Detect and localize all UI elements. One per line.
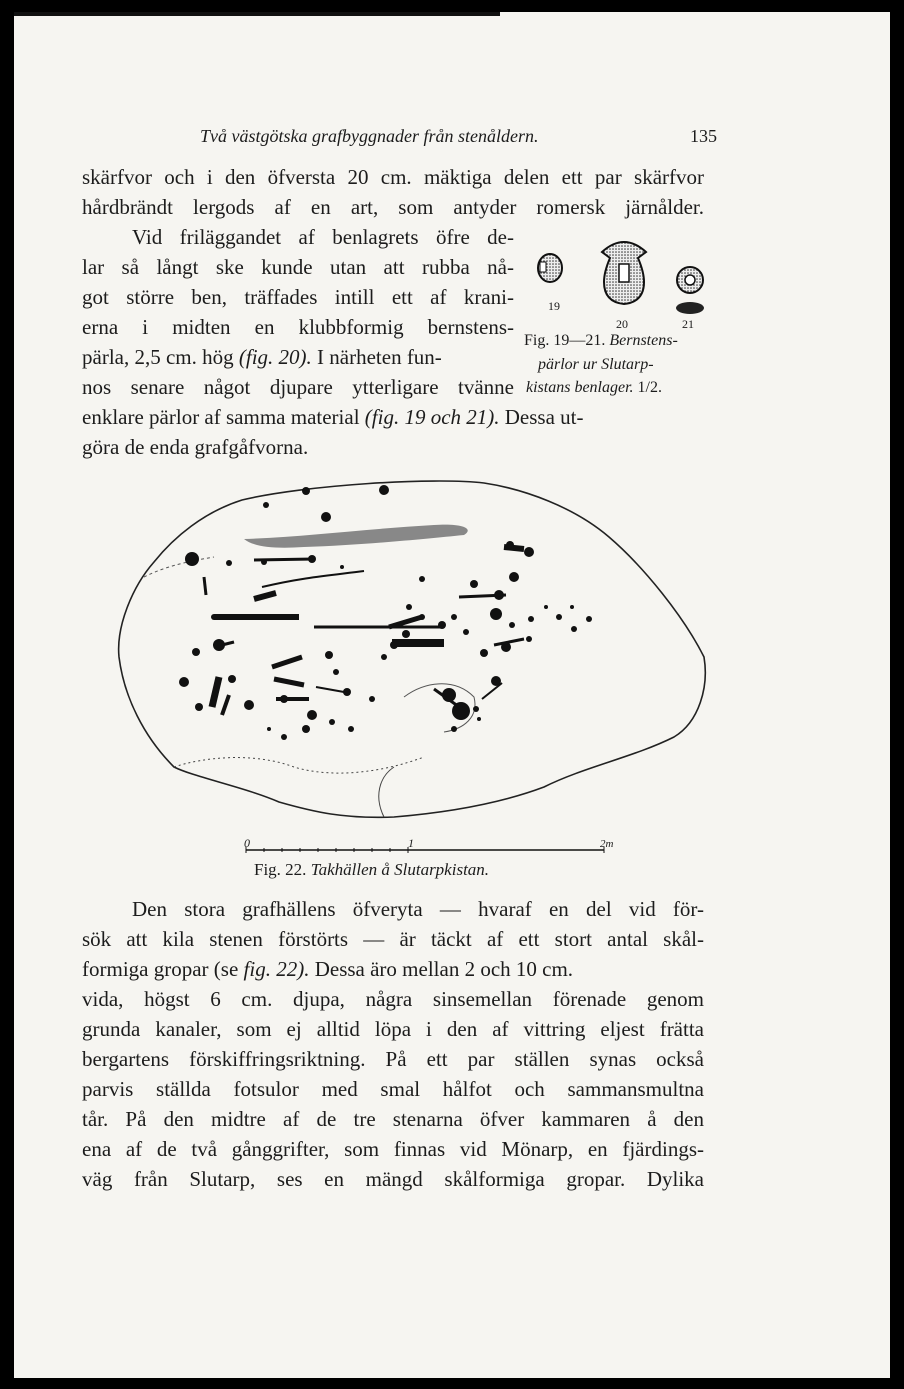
text-segment: formiga gropar (se [82,957,239,981]
text-segment: I närheten fun- [317,345,442,369]
caption-line: kistans benlager. [526,379,634,396]
page-number: 135 [690,126,717,146]
figure-reference: fig. 22). [243,957,310,981]
text-line: grunda kanaler, som ej alltid löpa i den af vittring eljest frätta [82,1017,704,1041]
bead-21-drawing [676,267,704,314]
scale-label: 2m [600,838,614,850]
text-line: nos senare något djupare ytterligare tvänne [82,375,514,399]
text-line: erna i midten en klubbformig bernstens- [82,315,514,339]
text-segment: Dessa ut- [504,405,584,429]
text-segment: pärla, 2,5 cm. hög [82,345,234,369]
figure-reference: (fig. 19 och 21). [364,405,500,429]
text-line-with-ref [82,402,584,432]
bead-20-drawing [602,242,646,304]
running-title: Två västgötska grafbyggnader från stenåldern. [200,126,539,146]
bead-19-drawing [538,254,562,282]
text-segment: enklare pärlor af samma material [82,405,360,429]
text-line: lar så långt ske kunde utan att rubba nå- [82,255,514,279]
caption-line-with-scale [526,379,662,397]
text-line: tår. På den midtre af de tre stenarna öfver kammaren å den [82,1107,704,1131]
caption-title: Bernstens- [609,332,678,349]
figure-22-capstone-drawing [104,467,724,867]
text-line-with-ref [82,342,442,372]
figure-22-caption [254,860,489,880]
figure-number-19: 19 [548,299,560,313]
figure-reference: (fig. 20). [238,345,312,369]
text-line: got större ben, träffades intill ett af krani- [82,285,514,309]
text-line: bergartens förskiffringsriktning. På ett par ställen synas också [82,1047,704,1071]
figure-number-20: 20 [616,317,628,331]
scale-label: 1 [408,836,414,850]
text-line: ena af de två gånggrifter, som finnas vid Mönarp, en fjärdings- [82,1137,704,1161]
scanned-page [14,12,890,1378]
text-line: hårdbrändt lergods af en art, som antyder romersk järnålder. [82,195,704,219]
text-line: vida, högst 6 cm. djupa, några sinsemellan förenade genom [82,987,704,1011]
caption-title: Takhällen å Slutarpkistan. [310,860,490,879]
figure-22-scale-bar [246,847,604,853]
text-line: väg från Slutarp, ses en mängd skålformiga gropar. Dylika [82,1167,704,1191]
caption-number: Fig. 19—21. [524,332,606,349]
text-line: göra de enda grafgåfvorna. [82,435,309,459]
text-line: Den stora grafhällens öfveryta — hvaraf en del vid för- [132,897,704,921]
caption-line: pärlor ur Slutarp- [538,356,654,373]
text-line: skärfvor och i den öfversta 20 cm. mäktiga delen ett par skärfvor [82,165,704,189]
caption-number: Fig. 22. [254,860,307,879]
scale-label: 0 [244,836,250,850]
figure-number-21: 21 [682,317,694,331]
text-line: sök att kila stenen förstörts — är täckt af ett stort antal skål- [82,927,704,951]
text-segment: Dessa äro mellan 2 och 10 cm. [314,957,574,981]
figure-19-21-caption [524,332,678,350]
scale-ratio: 1/2. [637,379,662,396]
text-line: Vid friläggandet af benlagrets öfre de- [132,225,514,249]
text-line-with-ref [82,954,573,984]
cup-marks [179,485,592,740]
cup-mark-channels [204,547,524,715]
text-line: parvis ställda fotsulor med smal hålfot och sammansmultna [82,1077,704,1101]
